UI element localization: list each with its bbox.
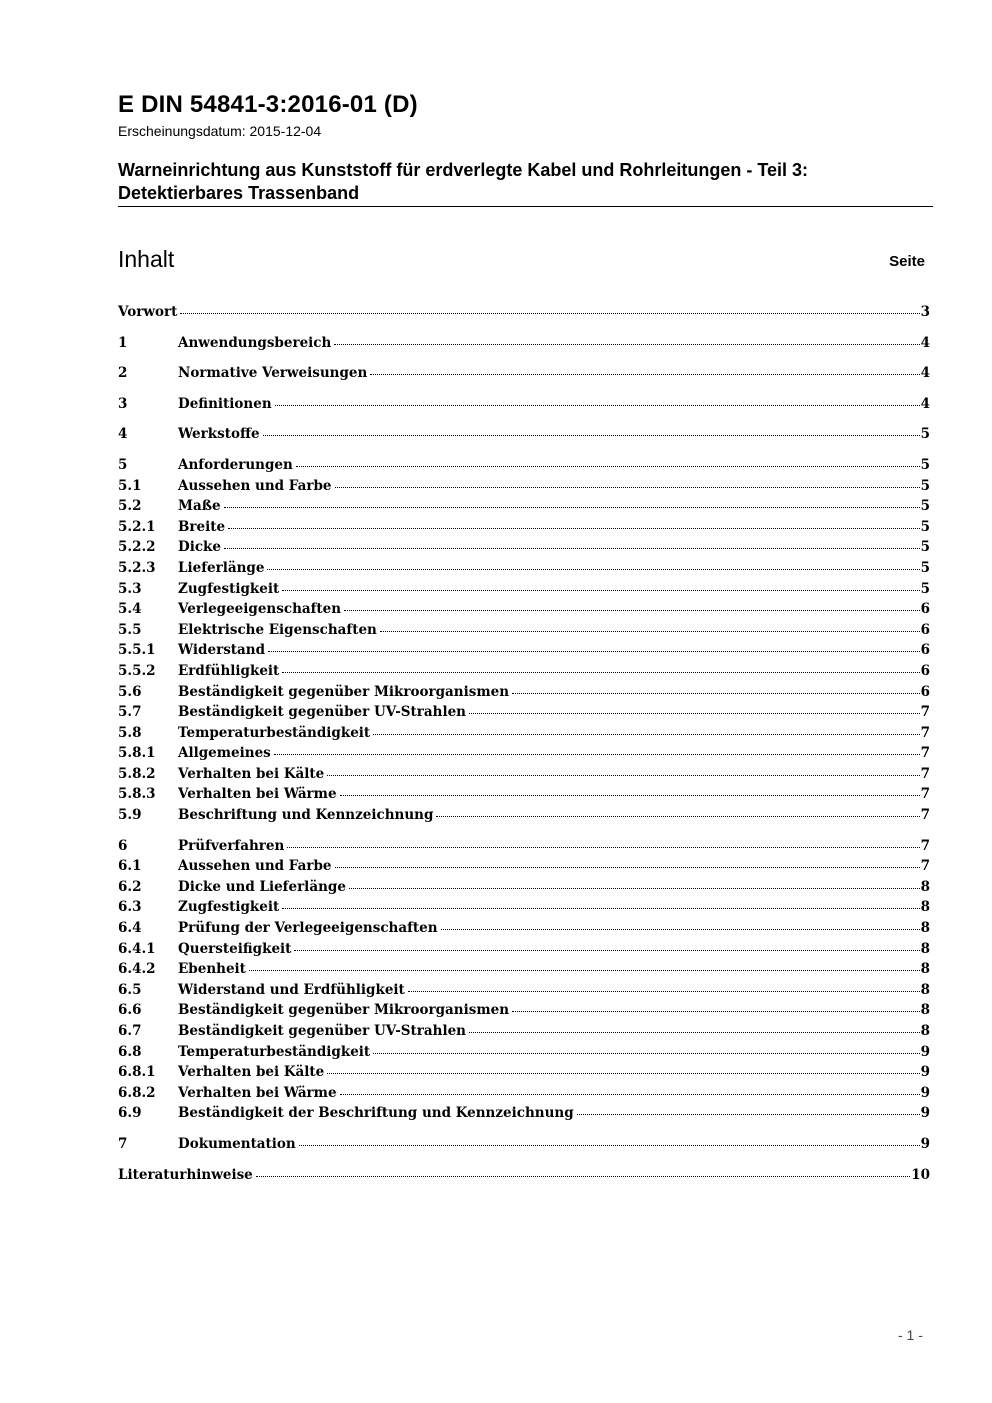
toc-entry-page: 7 [920,765,930,782]
toc-entry[interactable] [118,455,930,476]
toc-entry[interactable] [118,682,930,703]
toc-entry[interactable] [118,805,930,826]
document-title-line-1: Warneinrichtung aus Kunststoff für erdverlegte Kabel und Rohrleitungen - Teil 3: [118,160,809,180]
toc-entry-page: 10 [911,1166,930,1183]
table-of-contents [118,302,930,1185]
toc-entry-page: 4 [920,334,930,351]
toc-dot-leader [436,816,919,817]
toc-entry[interactable] [118,620,930,641]
toc-entry-title: Zugfestigkeit [178,899,280,916]
toc-entry-title: Normative Verweisungen [178,365,368,382]
toc-entry-page: 8 [920,920,930,937]
toc-dot-leader [327,775,919,776]
toc-dot-leader [340,1094,920,1095]
toc-entry[interactable] [118,939,930,960]
title-divider [118,206,933,207]
toc-entry-number: 5.6 [118,683,142,700]
toc-dot-leader [180,313,919,314]
toc-entry-number: 6.9 [118,1105,142,1122]
toc-dot-leader [469,1032,920,1033]
toc-entry-title: Lieferlänge [178,559,265,576]
toc-entry-title: Aussehen und Farbe [178,858,332,875]
toc-dot-leader [224,507,920,508]
toc-entry[interactable] [118,394,930,415]
toc-dot-leader [334,344,919,345]
toc-entry-title: Beschriftung und Kennzeichnung [178,807,434,824]
toc-entry[interactable] [118,1021,930,1042]
toc-entry-number: 5.4 [118,601,142,618]
toc-entry-page: 5 [920,426,930,443]
toc-entry-page: 4 [920,365,930,382]
toc-entry[interactable] [118,496,930,517]
toc-entry-title: Dicke und Lieferlänge [178,878,346,895]
toc-entry-title: Beständigkeit der Beschriftung und Kennzeichnung [178,1105,574,1122]
publication-date: Erscheinungsdatum: 2015-12-04 [118,123,322,139]
toc-entry-number: 5.8.1 [118,745,156,762]
toc-dot-leader [373,1053,919,1054]
toc-entry[interactable] [118,856,930,877]
toc-entry-title: Widerstand [178,642,266,659]
toc-entry-title: Literaturhinweise [118,1166,253,1183]
toc-dot-leader [274,754,920,755]
toc-entry-number: 6.8.1 [118,1064,156,1081]
toc-entry-title: Vorwort [118,304,178,320]
toc-entry-number: 6.5 [118,981,142,998]
toc-entry[interactable] [118,1134,930,1155]
toc-entry[interactable] [118,764,930,785]
toc-entry[interactable] [118,333,930,354]
toc-entry-page: 7 [920,745,930,762]
toc-entry-page: 6 [920,683,930,700]
toc-entry-page: 6 [920,601,930,618]
toc-entry-number: 5.3 [118,580,142,597]
toc-dot-leader [275,405,920,406]
toc-entry-page: 5 [920,559,930,576]
toc-dot-leader [512,1011,920,1012]
toc-dot-leader [282,672,919,673]
toc-entry-title: Widerstand und Erdfühligkeit [178,981,405,998]
toc-entry-title: Quersteifigkeit [178,940,292,957]
toc-entry-title: Beständigkeit gegenüber UV-Strahlen [178,1023,467,1039]
toc-entry-number: 4 [118,426,128,443]
toc-entry[interactable] [118,980,930,1001]
toc-entry-page: 5 [920,498,930,515]
toc-entry-page: 6 [920,642,930,659]
toc-entry-page: 6 [920,662,930,679]
toc-entry-page: 9 [920,1043,930,1060]
toc-dot-leader [256,1176,910,1177]
toc-entry-title: Zugfestigkeit [178,580,280,597]
toc-entry-number: 6 [118,837,128,854]
toc-page-column-label: Seite [889,253,925,270]
toc-entry-title: Beständigkeit gegenüber Mikroorganismen [178,1002,510,1019]
toc-entry[interactable] [118,1083,930,1104]
toc-entry-number: 5.2.3 [118,559,156,576]
toc-entry-number: 5.8.2 [118,765,156,782]
toc-dot-leader [469,713,920,714]
toc-entry-page: 7 [920,807,930,824]
toc-entry[interactable] [118,1103,930,1124]
toc-entry-number: 2 [118,365,128,382]
toc-entry-title: Beständigkeit gegenüber UV-Strahlen [178,704,467,721]
toc-entry-page: 8 [920,899,930,916]
toc-entry-number: 3 [118,395,128,412]
toc-entry-title: Ebenheit [178,961,246,978]
toc-entry[interactable] [118,537,930,558]
toc-dot-leader [224,548,920,549]
toc-entry[interactable] [118,702,930,723]
toc-dot-leader [263,435,920,436]
toc-entry-title: Verhalten bei Kälte [178,765,325,782]
toc-entry-title: Anwendungsbereich [178,334,332,351]
toc-entry[interactable] [118,743,930,764]
toc-entry[interactable] [118,1062,930,1083]
document-id: E DIN 54841-3:2016-01 (D) [118,91,418,118]
toc-entry-page: 5 [920,477,930,494]
toc-dot-leader [349,888,920,889]
toc-entry-page: 9 [920,1064,930,1081]
toc-entry-number: 6.2 [118,878,142,895]
toc-dot-leader [380,631,920,632]
toc-entry-number: 6.7 [118,1023,142,1039]
toc-entry-title: Elektrische Eigenschaften [178,621,377,638]
document-title [118,159,918,205]
toc-entry-number: 5.2 [118,498,142,515]
toc-dot-leader [296,466,920,467]
toc-dot-leader [335,487,920,488]
toc-entry-number: 5.8.3 [118,786,156,803]
toc-entry-page: 8 [920,878,930,895]
toc-entry-number: 5.5 [118,621,142,638]
toc-heading: Inhalt [118,246,175,272]
toc-entry[interactable] [118,599,930,620]
toc-entry[interactable] [118,897,930,918]
toc-entry-title: Beständigkeit gegenüber Mikroorganismen [178,683,510,700]
toc-entry-number: 5.2.2 [118,539,156,556]
toc-entry-page: 7 [920,786,930,803]
toc-dot-leader [267,569,919,570]
toc-entry-number: 6.4 [118,920,142,937]
toc-entry[interactable] [118,1042,930,1063]
toc-dot-leader [373,734,919,735]
toc-entry-page: 8 [920,981,930,998]
toc-entry-title: Aussehen und Farbe [178,477,332,494]
toc-entry-title: Prüfverfahren [178,837,285,854]
toc-entry-number: 6.1 [118,858,142,875]
toc-entry-page: 9 [920,1084,930,1101]
toc-entry-page: 4 [920,395,930,412]
toc-entry-number: 5.5.1 [118,642,156,659]
toc-entry[interactable] [118,661,930,682]
toc-dot-leader [512,693,920,694]
toc-entry[interactable] [118,579,930,600]
toc-entry-number: 5.9 [118,807,142,824]
toc-entry-number: 5.1 [118,477,142,494]
toc-entry-number: 5 [118,456,128,473]
toc-entry-title: Dokumentation [178,1135,296,1152]
toc-entry-number: 6.4.1 [118,940,156,957]
toc-dot-leader [370,374,919,375]
toc-entry-page: 3 [920,304,930,320]
toc-entry[interactable] [118,877,930,898]
toc-entry-title: Erdfühligkeit [178,662,280,679]
toc-entry-number: 6.4.2 [118,961,156,978]
toc-entry-page: 5 [920,539,930,556]
toc-dot-leader [287,847,919,848]
toc-entry[interactable] [118,1165,930,1186]
toc-entry[interactable] [118,558,930,579]
toc-entry-number: 5.2.1 [118,518,156,535]
page-number: - 1 - [898,1327,923,1343]
toc-entry-title: Dicke [178,539,221,556]
toc-entry-title: Werkstoffe [178,426,260,443]
toc-entry-page: 8 [920,961,930,978]
toc-entry-page: 5 [920,580,930,597]
toc-entry-title: Verhalten bei Wärme [178,786,337,803]
toc-entry[interactable] [118,476,930,497]
toc-dot-leader [282,590,919,591]
toc-entry-title: Prüfung der Verlegeeigenschaften [178,920,438,937]
toc-entry[interactable] [118,836,930,857]
toc-entry-title: Anforderungen [178,456,293,473]
toc-entry-number: 7 [118,1135,128,1152]
toc-entry-title: Verlegeeigenschaften [178,601,342,618]
toc-entry-page: 8 [920,940,930,957]
toc-entry-page: 6 [920,621,930,638]
toc-dot-leader [577,1114,920,1115]
toc-dot-leader [335,867,920,868]
toc-entry-page: 7 [920,724,930,741]
toc-entry-number: 6.6 [118,1002,142,1019]
toc-entry[interactable] [118,959,930,980]
document-title-line-2: Detektierbares Trassenband [118,183,360,203]
toc-entry[interactable] [118,723,930,744]
toc-entry[interactable] [118,363,930,384]
toc-entry-number: 1 [118,334,128,351]
toc-entry-number: 5.7 [118,704,142,721]
toc-dot-leader [249,970,920,971]
toc-entry-title: Verhalten bei Wärme [178,1084,337,1101]
toc-entry-title: Maße [178,498,221,515]
toc-entry-title: Verhalten bei Kälte [178,1064,325,1081]
toc-entry-title: Temperaturbeständigkeit [178,724,371,741]
toc-entry-number: 5.8 [118,724,142,741]
toc-entry[interactable] [118,640,930,661]
toc-dot-leader [294,950,919,951]
toc-entry-page: 5 [920,518,930,535]
toc-entry-page: 9 [920,1105,930,1122]
toc-entry[interactable] [118,918,930,939]
toc-entry[interactable] [118,302,930,323]
toc-dot-leader [340,795,920,796]
toc-entry-number: 5.5.2 [118,662,156,679]
toc-entry-number: 6.3 [118,899,142,916]
toc-entry-title: Breite [178,518,226,535]
toc-entry-title: Temperaturbeständigkeit [178,1043,371,1060]
toc-dot-leader [441,929,920,930]
toc-entry-number: 6.8 [118,1043,142,1060]
toc-entry-page: 7 [920,837,930,854]
toc-dot-leader [228,528,920,529]
toc-entry[interactable] [118,784,930,805]
toc-entry[interactable] [118,517,930,538]
toc-dot-leader [282,908,919,909]
toc-dot-leader [299,1145,920,1146]
toc-entry[interactable] [118,1000,930,1021]
toc-entry-page: 5 [920,456,930,473]
toc-entry-page: 9 [920,1135,930,1152]
toc-entry-page: 7 [920,704,930,721]
toc-dot-leader [268,651,920,652]
toc-entry-title: Allgemeines [178,745,271,762]
toc-entry-title: Definitionen [178,395,272,412]
toc-dot-leader [344,610,920,611]
toc-dot-leader [408,991,920,992]
toc-entry[interactable] [118,424,930,445]
toc-entry-page: 8 [920,1023,930,1039]
toc-dot-leader [327,1073,919,1074]
toc-entry-page: 8 [920,1002,930,1019]
toc-entry-page: 7 [920,858,930,875]
toc-entry-number: 6.8.2 [118,1084,156,1101]
